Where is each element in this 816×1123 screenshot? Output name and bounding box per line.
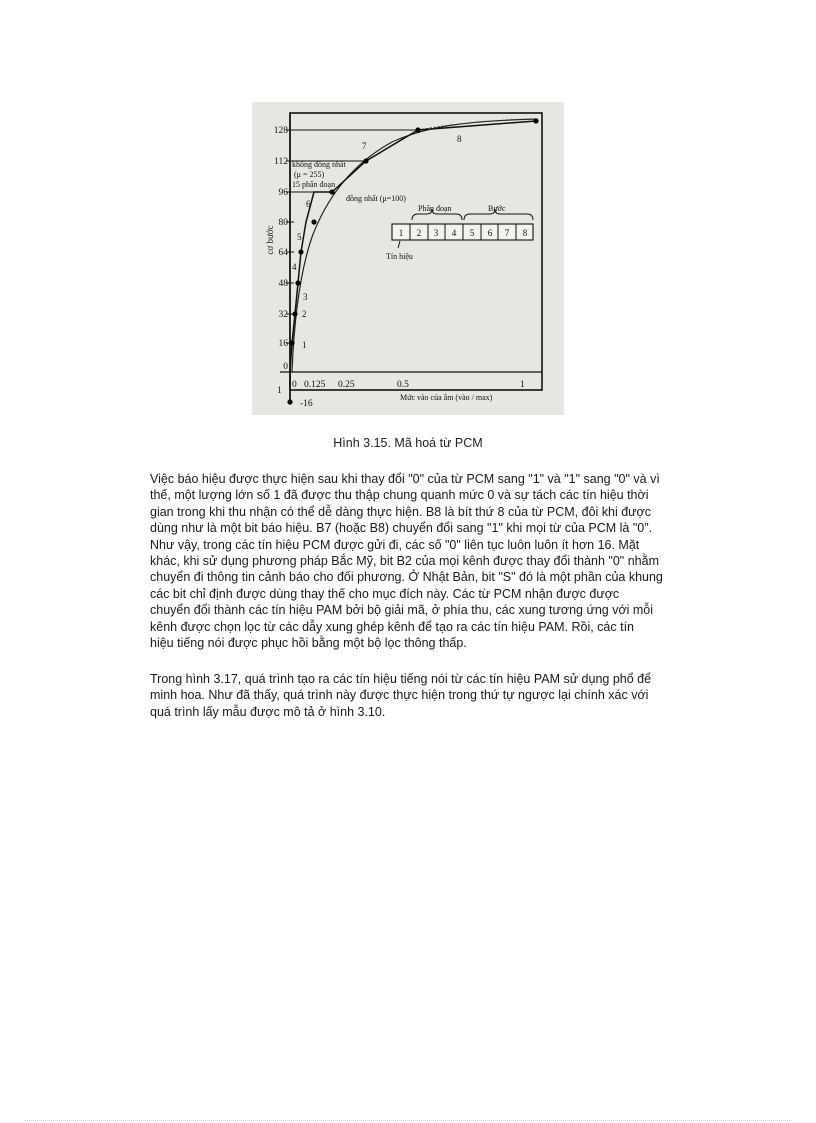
bit-cell: 6: [487, 228, 493, 238]
bit-cell: 3: [433, 228, 439, 238]
curve-annotations: [292, 160, 406, 203]
y-axis-label: cơ bước: [265, 225, 275, 255]
bit-cell: 7: [504, 228, 510, 238]
text-line: kênh được chọn lọc từ các dẫy xung ghép kênh để tạo ra các tín hiệu PAM. Rồi, các tín: [150, 619, 634, 634]
x-tick-label: 0: [292, 380, 297, 390]
knee-point: [295, 280, 300, 285]
uniform-curve: [292, 119, 537, 372]
annotation-segments: 15 phân đoạn: [292, 180, 336, 189]
segment-number: 3: [303, 292, 308, 302]
body-paragraph: [150, 471, 690, 651]
annotation-nonuniform: không đồng nhất: [292, 160, 346, 169]
y-tick-label: 64: [278, 248, 288, 258]
knee-point: [298, 249, 303, 254]
knee-point: [415, 127, 420, 132]
knee-point: [292, 311, 297, 316]
x-tick-labels: [292, 380, 525, 390]
bit-group-sign-label: Tín hiệu: [386, 252, 413, 261]
bit-cell: 8: [522, 228, 528, 238]
text-line: khác, khi sử dụng phương pháp Bắc Mỹ, bit B2 của mọi kênh được thay đổi thành "0" nhằm: [150, 554, 659, 569]
annotation-uniform: đồng nhất (μ=100): [346, 194, 406, 203]
text-line: Trong hình 3.17, quá trình tạo ra các tín hiệu tiếng nói từ các tín hiệu PAM sử dụng phổ để: [150, 672, 652, 686]
segment-number: 8: [457, 134, 462, 144]
bit-group-segment-label: Phân đoạn: [418, 204, 452, 213]
annotation-mu-255: (μ = 255): [294, 170, 325, 179]
pcm-companding-figure: [252, 102, 564, 415]
bit-group-step-label: Bước: [488, 204, 506, 213]
body-paragraph: [150, 671, 690, 720]
text-line: Như vậy, trong các tín hiệu PCM được gửi đi, các số "0" liên tục luôn luôn ít hơn 16. Mặt: [150, 537, 640, 552]
knee-point: [533, 118, 538, 123]
x-tick-label: 0.5: [397, 380, 409, 390]
text-line: dùng như là một bit báo hiệu. B7 (hoặc B8) chuyển đổi sang "1" khi mọi từ của PCM là "0".: [150, 521, 653, 536]
text-line: hiệu tiếng nói được phục hồi bằng một bộ lọc thông thấp.: [150, 636, 467, 651]
y-tick-label-negative: -16: [300, 399, 313, 409]
page-footer-divider: [24, 1120, 792, 1121]
text-line: minh hoa. Như đã thấy, quá trình này được thực hiện trong thứ tự ngược lại chính xác với: [150, 688, 649, 703]
x-tick-label: 0.125: [304, 380, 326, 390]
bit-cell: 2: [416, 228, 422, 238]
text-line: chuyển đi thông tin cảnh báo cho đối phương. Ở Nhật Bản, bit "S" đó là một phần của khung: [150, 570, 663, 585]
text-line: các bit chỉ định được dùng thay thế cho mục đích này. Các từ PCM nhận được được: [150, 586, 620, 601]
y-tick-label: 48: [278, 279, 288, 289]
knee-point: [287, 399, 292, 404]
pcm-bit-word-diagram: [386, 204, 533, 261]
bit-cell: 4: [451, 228, 457, 238]
y-tick-label: 112: [274, 157, 288, 167]
y-tick-label: 128: [273, 126, 288, 136]
knee-point: [311, 219, 316, 224]
segment-number: 4: [292, 262, 297, 272]
segment-number: 5: [297, 232, 302, 242]
segment-number: 6: [306, 199, 311, 209]
figure-caption: Hình 3.15. Mã hoá từ PCM: [333, 436, 483, 450]
knee-point: [289, 340, 294, 345]
pcm-companding-chart: [252, 102, 564, 415]
segment-number: 1: [302, 340, 307, 350]
y-tick-label: 32: [278, 310, 288, 320]
y-tick-labels: [274, 126, 289, 372]
segment-number: 2: [302, 309, 307, 319]
sign-pointer: [398, 241, 400, 248]
x-tick-label: 0.25: [338, 380, 355, 390]
knee-point: [329, 189, 334, 194]
text-line: thế, một lượng lớn số 1 đã được thu thập chung quanh mức 0 và sự tách các tín hiệu thời: [150, 488, 649, 503]
y-tick-label: 80: [278, 218, 288, 228]
segment-number: 7: [362, 141, 367, 151]
text-line: quá trình lấy mẫu được mô tả ở hình 3.10.: [150, 704, 386, 719]
text-line: gian trong khi thu nhận có thể dễ dàng thực hiện. B8 là bít thứ 8 của từ PCM, đôi khi được: [150, 504, 651, 519]
plot-frame: [290, 113, 542, 390]
origin-left-label: 1: [277, 386, 282, 396]
y-tick-label: 96: [278, 188, 288, 198]
x-tick-label: 1: [520, 380, 525, 390]
x-axis-label: Mức vào của âm (vào / max): [400, 393, 493, 402]
bit-cell: 1: [398, 228, 404, 238]
text-line: Việc báo hiệu được thực hiện sau khi thay đổi "0" của từ PCM sang "1" và "1" sang "0" và vì: [150, 472, 660, 486]
y-tick-label: 0: [283, 362, 288, 372]
bit-cell: 5: [469, 228, 475, 238]
y-tick-label: 16: [278, 339, 288, 349]
knee-point: [363, 158, 368, 163]
text-line: chuyển đổi thành các tín hiệu PAM bởi bộ giải mã, ở phía thu, các xung tương ứng với mỗi: [150, 603, 654, 618]
